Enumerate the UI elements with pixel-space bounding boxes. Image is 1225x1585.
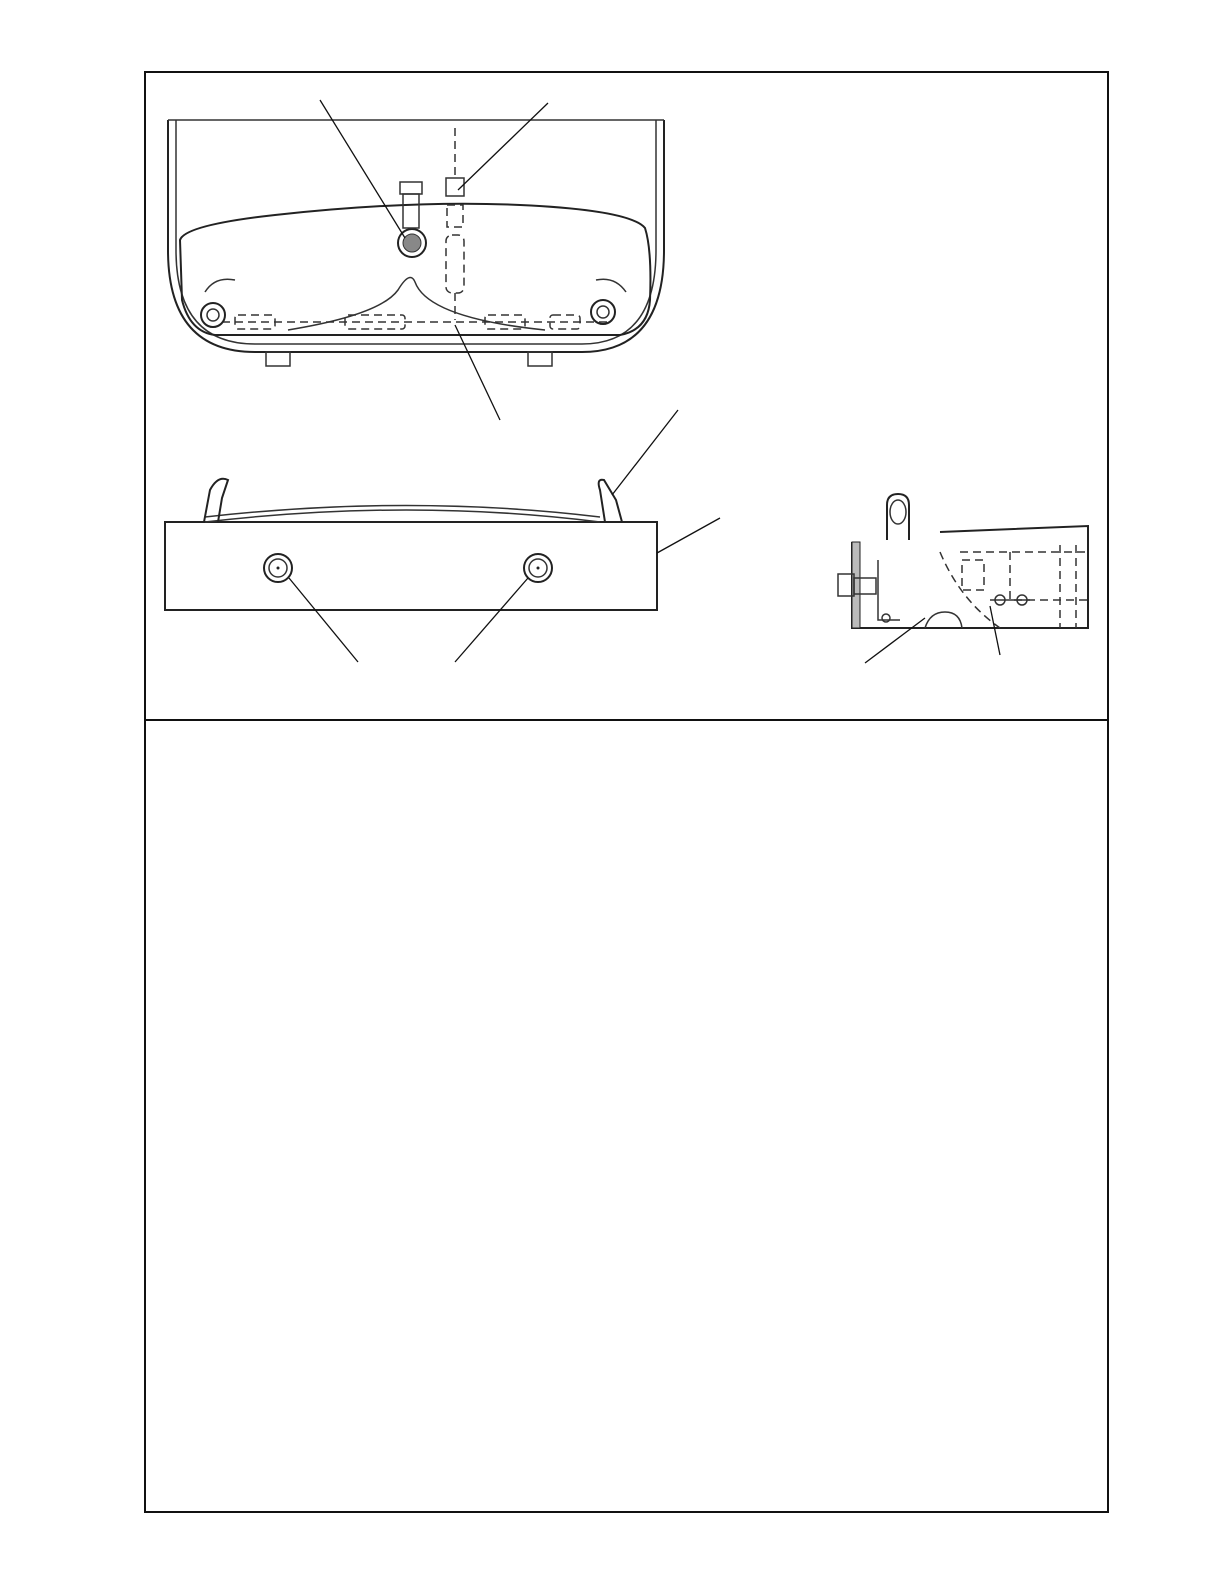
basin-front-view — [165, 479, 657, 610]
callout-leader-3 — [455, 325, 500, 420]
callout-leader-6 — [289, 578, 358, 662]
callout-leader-8 — [865, 618, 925, 663]
right-valve-knob — [591, 300, 615, 324]
callout-leader-2 — [458, 103, 548, 190]
parts-list-panel — [146, 721, 1107, 1511]
sheet-frame — [145, 72, 1108, 1512]
basin-top-view — [168, 120, 664, 366]
callout-leader-7 — [455, 578, 528, 662]
callout-leader-9 — [990, 606, 1000, 655]
callout-leaders — [289, 100, 1000, 663]
left-valve-knob — [201, 303, 225, 327]
callout-leader-4 — [612, 410, 678, 495]
callout-leader-5 — [657, 518, 720, 553]
basin-side-section-view — [838, 494, 1088, 628]
